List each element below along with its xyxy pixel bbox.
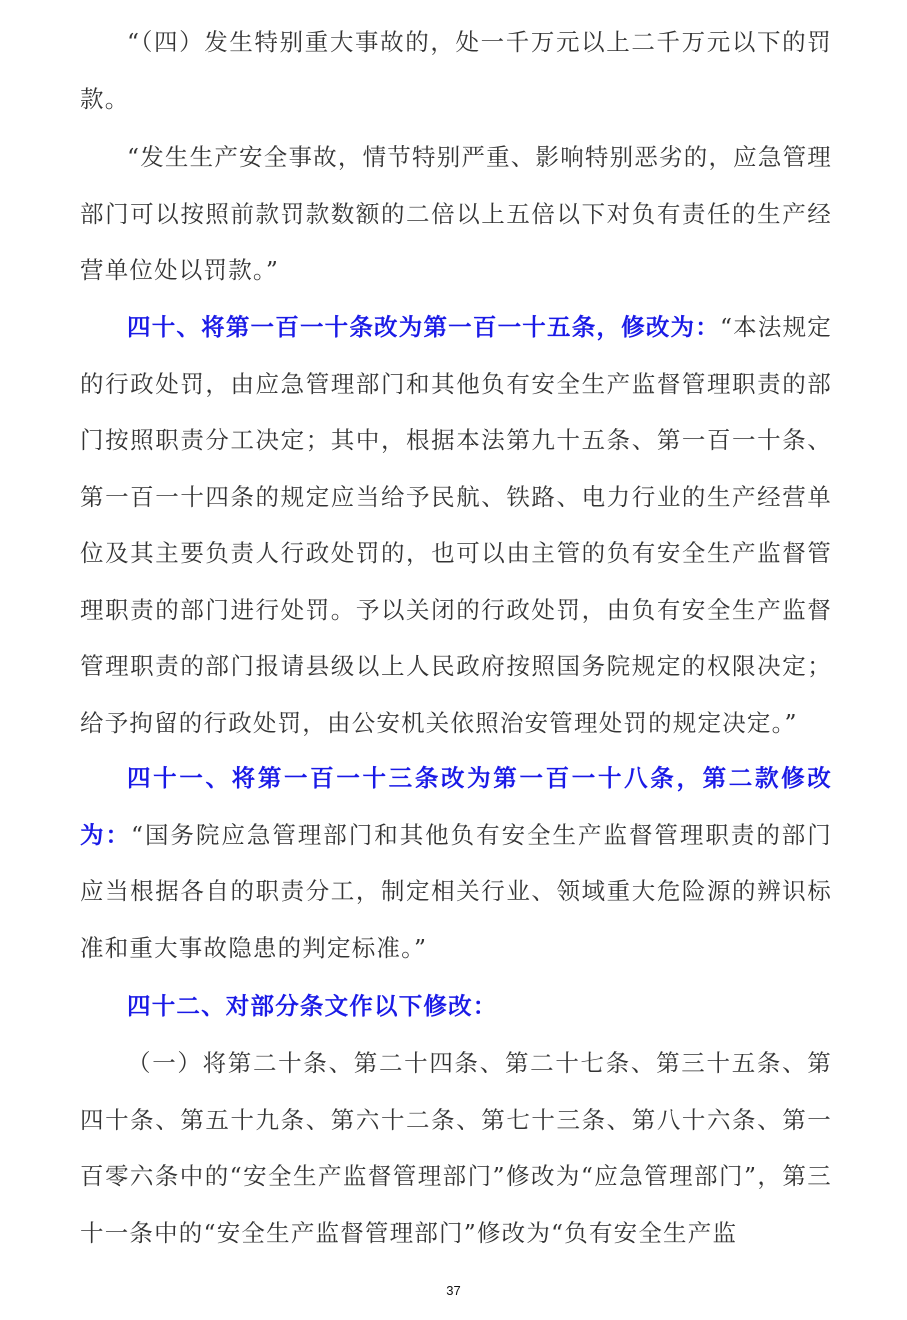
paragraph-text: “发生生产安全事故，情节特别严重、影响特别恶劣的，应急管理部门可以按照前款罚款数额的二倍以上五倍以下对负有责任的生产经营单位处以罚款。” [80,143,832,284]
amendment-heading: 四十一、将第一百一十三条改为第一百一十八条，第二款修改为： [80,764,832,849]
amendment-heading: 四十二、对部分条文作以下修改： [127,992,498,1020]
amendment-heading: 四十、将第一百一十条改为第一百一十五条，修改为： [127,313,720,341]
paragraph-text: “（四）发生特别重大事故的，处一千万元以上二千万元以下的罚款。 [80,28,832,113]
page-number: 37 [446,1283,461,1298]
paragraph-amendment-42 [80,978,832,1035]
paragraph-amendment-40 [80,299,832,751]
paragraph-aggravated-fine [80,129,832,299]
paragraph-fine-clause-4 [80,14,832,127]
paragraph-amendment-41 [80,750,832,976]
paragraph-text: （一）将第二十条、第二十四条、第二十七条、第三十五条、第四十条、第五十九条、第六十二条、第七十三条、第八十六条、第一百零六条中的“安全生产监督管理部门”修改为“应急管理部门”，第三十一条中的“安全生产监督管理部门”修改为“负有安全生产监 [80,1049,832,1247]
paragraph-amendment-42-item-1 [80,1035,832,1261]
paragraph-text: “国务院应急管理部门和其他负有安全生产监督管理职责的部门应当根据各自的职责分工，制定相关行业、领域重大危险源的辨识标准和重大事故隐患的判定标准。” [80,820,832,962]
paragraph-text: “本法规定的行政处罚，由应急管理部门和其他负有安全生产监督管理职责的部门按照职责分工决定；其中，根据本法第九十五条、第一百一十条、第一百一十四条的规定应当给予民航、铁路、电力行业的生产经营单位及其主要负责人行政处罚的，也可以由主管的负有安全生产监督管理职责的部门进行处罚。予以关闭的行政处罚，由负有安全生产监督管理职责的部门报请县级以上人民政府按照国务院规定的权限决定；给予拘留的行政处罚，由公安机关依照治安管理处罚的规定决定。” [80,313,832,737]
